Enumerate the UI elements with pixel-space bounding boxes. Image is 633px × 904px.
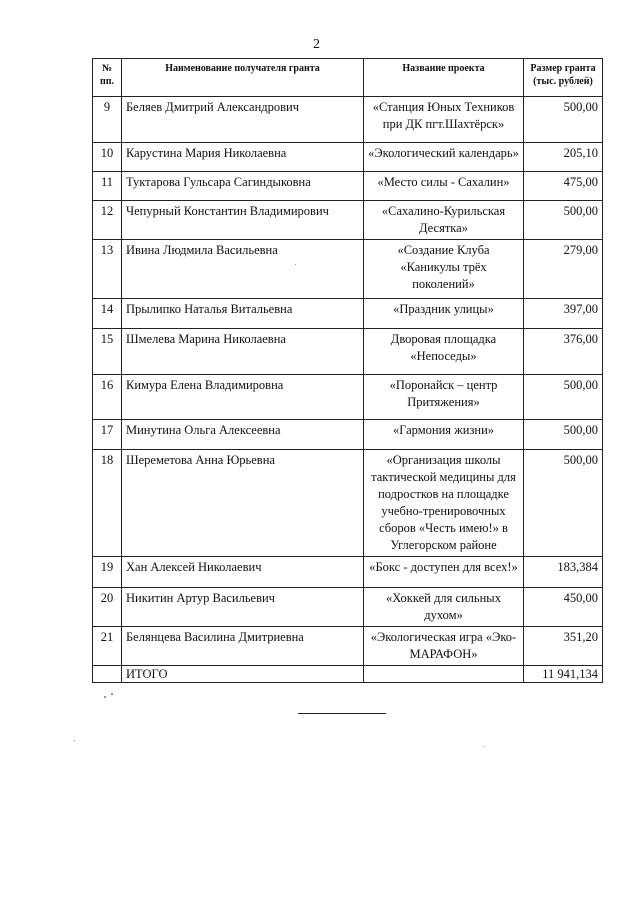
- row-amount: 279,00: [524, 240, 603, 299]
- scan-speck: [104, 696, 106, 698]
- total-label: ИТОГО: [122, 666, 364, 683]
- row-recipient: Шереметова Анна Юрьевна: [122, 450, 364, 557]
- table-row: [93, 420, 603, 450]
- row-recipient: Карустина Мария Николаевна: [122, 143, 364, 172]
- row-recipient: Ивина Людмила Васильевна: [122, 240, 364, 299]
- row-num: 19: [93, 557, 122, 588]
- row-project: «Поронайск – центр Притяжения»: [364, 375, 524, 420]
- row-project: «Сахалино-Курильская Десятка»: [364, 201, 524, 240]
- row-recipient: Прылипко Наталья Витальевна: [122, 299, 364, 329]
- row-num: 11: [93, 172, 122, 201]
- row-amount: 397,00: [524, 299, 603, 329]
- header-recipient: Наименование получателя гранта: [122, 59, 364, 97]
- row-num: 21: [93, 627, 122, 666]
- scan-speck: [111, 693, 113, 695]
- table-row: [93, 329, 603, 375]
- row-num: 16: [93, 375, 122, 420]
- row-amount: 500,00: [524, 375, 603, 420]
- table-row: [93, 143, 603, 172]
- row-amount: 205,10: [524, 143, 603, 172]
- row-num: 18: [93, 450, 122, 557]
- header-num: № пп.: [93, 59, 122, 97]
- row-num: 12: [93, 201, 122, 240]
- total-amount: 11 941,134: [524, 666, 603, 683]
- table-row: [93, 97, 603, 143]
- row-amount: 183,384: [524, 557, 603, 588]
- row-amount: 500,00: [524, 201, 603, 240]
- row-recipient: Хан Алексей Николаевич: [122, 557, 364, 588]
- signature-line: [298, 713, 386, 714]
- row-amount: 450,00: [524, 588, 603, 627]
- row-num: 20: [93, 588, 122, 627]
- total-project-cell: [364, 666, 524, 683]
- row-recipient: Беляев Дмитрий Александрович: [122, 97, 364, 143]
- row-recipient: Минутина Ольга Алексеевна: [122, 420, 364, 450]
- row-project: Дворовая площадка «Непоседы»: [364, 329, 524, 375]
- row-project: «Экологический календарь»: [364, 143, 524, 172]
- table-row: [93, 240, 603, 299]
- table-row: [93, 201, 603, 240]
- scan-speck: [74, 740, 75, 741]
- row-recipient: Чепурный Константин Владимирович: [122, 201, 364, 240]
- row-recipient: Туктарова Гульсара Сагиндыковна: [122, 172, 364, 201]
- table-row: [93, 557, 603, 588]
- row-project: «Экологическая игра «Эко-МАРАФОН»: [364, 627, 524, 666]
- header-amount: Размер гранта (тыс. рублей): [524, 59, 603, 97]
- scan-speck: [484, 746, 485, 747]
- row-amount: 351,20: [524, 627, 603, 666]
- page-number: 2: [313, 37, 320, 52]
- row-num: 13: [93, 240, 122, 299]
- grants-table: [92, 58, 603, 683]
- table-row: [93, 588, 603, 627]
- table-row: [93, 299, 603, 329]
- scan-speck: [295, 264, 296, 265]
- row-num: 14: [93, 299, 122, 329]
- table-header-row: [93, 59, 603, 97]
- row-project: «Организация школы тактической медицины для подростков на площадке учебно-тренировочных сборов «Честь имею!» в Углегорском районе: [364, 450, 524, 557]
- table-row: [93, 375, 603, 420]
- row-project: «Место силы - Сахалин»: [364, 172, 524, 201]
- row-num: 15: [93, 329, 122, 375]
- row-amount: 376,00: [524, 329, 603, 375]
- row-amount: 500,00: [524, 420, 603, 450]
- row-recipient: Никитин Артур Васильевич: [122, 588, 364, 627]
- row-recipient: Шмелева Марина Николаевна: [122, 329, 364, 375]
- row-amount: 500,00: [524, 97, 603, 143]
- table-row: [93, 450, 603, 557]
- row-recipient: Белянцева Василина Дмитриевна: [122, 627, 364, 666]
- row-amount: 475,00: [524, 172, 603, 201]
- row-project: «Бокс - доступен для всех!»: [364, 557, 524, 588]
- total-row: [93, 666, 603, 683]
- row-num: 17: [93, 420, 122, 450]
- header-project: Название проекта: [364, 59, 524, 97]
- row-num: 10: [93, 143, 122, 172]
- row-amount: 500,00: [524, 450, 603, 557]
- total-num-cell: [93, 666, 122, 683]
- row-num: 9: [93, 97, 122, 143]
- table-row: [93, 172, 603, 201]
- row-project: «Хоккей для сильных духом»: [364, 588, 524, 627]
- table-row: [93, 627, 603, 666]
- row-recipient: Кимура Елена Владимировна: [122, 375, 364, 420]
- row-project: «Гармония жизни»: [364, 420, 524, 450]
- row-project: «Создание Клуба «Каникулы трёх поколений»: [364, 240, 524, 299]
- row-project: «Праздник улицы»: [364, 299, 524, 329]
- row-project: «Станция Юных Техников при ДК пгт.Шахтёрск»: [364, 97, 524, 143]
